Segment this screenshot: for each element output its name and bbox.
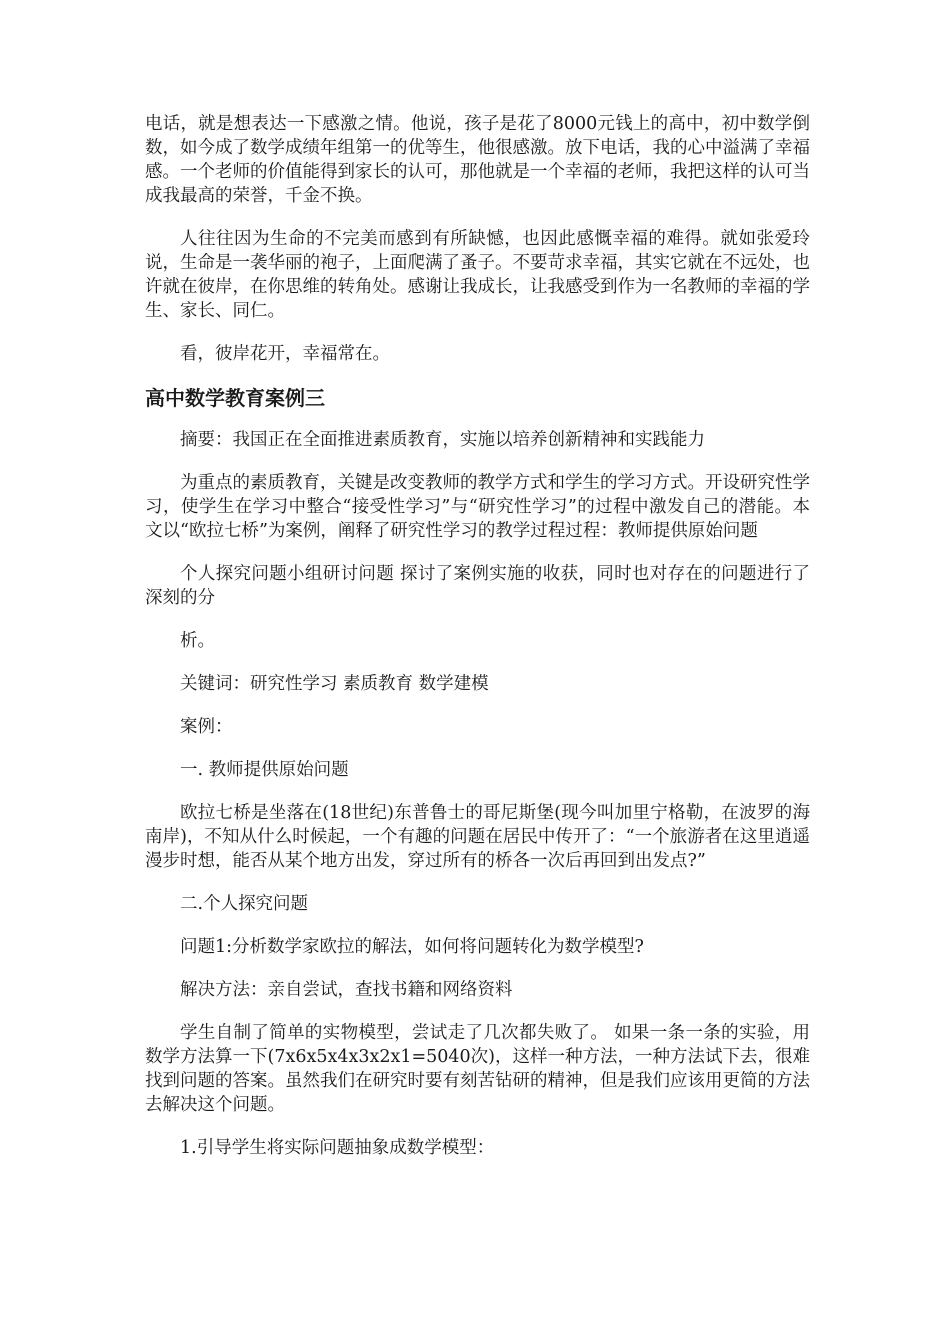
abstract-intro: 摘要：我国正在全面推进素质教育，实施以培养创新精神和实践能力 bbox=[180, 430, 705, 450]
problem1: 问题1:分析数学家欧拉的解法，如何将问题转化为数学模型? bbox=[180, 937, 644, 957]
abstract-continued: 个人探究问题小组研讨问题 探讨了案例实施的收获，同时也对存在的问题进行了深刻的分 bbox=[145, 564, 810, 608]
section1-title: 一. 教师提供原始问题 bbox=[180, 760, 349, 780]
paragraph-parent-call: 电话，就是想表达一下感激之情。他说，孩子是花了8000元钱上的高中，初中数学倒数，如今成了数学成绩年组第一的优等生，他很感激。放下电话，我的心中溢满了幸福感。一个老师的价值能得到家长的认可，那他就是一个幸福的老师，我把这样的认可当成我最高的荣誉，千金不换。 bbox=[145, 114, 810, 206]
keywords: 关键词：研究性学习 素质教育 数学建模 bbox=[180, 674, 489, 694]
step1: 1.引导学生将实际问题抽象成数学模型： bbox=[180, 1138, 495, 1158]
paragraph-closing: 看，彼岸花开，幸福常在。 bbox=[180, 344, 390, 364]
case-label: 案例： bbox=[180, 717, 233, 737]
document-page bbox=[145, 112, 810, 1160]
abstract-body: 为重点的素质教育，关键是改变教师的教学方式和学生的学习方式。开设研究性学习，使学生在学习中整合“接受性学习”与“研究性学习”的过程中激发自己的潜能。本文以“欧拉七桥”为案例，阐释了研究性学习的教学过程过程：教师提供原始问题 bbox=[145, 473, 810, 541]
section2-title: 二.个人探究问题 bbox=[180, 894, 309, 914]
section-heading: 高中数学教育案例三 bbox=[145, 386, 325, 410]
section1-text: 欧拉七桥是坐落在(18世纪)东普鲁士的哥尼斯堡(现今叫加里宁格勒，在波罗的海南岸)，不知从什么时候起，一个有趣的问题在居民中传开了：“一个旅游者在这里逍遥漫步时想，能否从某个地方出发，穿过所有的桥各一次后再回到出发点?” bbox=[145, 803, 810, 871]
abstract-end: 析。 bbox=[180, 631, 215, 651]
student-text: 学生自制了简单的实物模型，尝试走了几次都失败了。 如果一条一条的实验，用数学方法算一下(7x6x5x4x3x2x1=5040次)，这样一种方法，一种方法试下去，很难找到问题的答案。虽然我们在研究时要有刻苦钻研的精神，但是我们应该用更简的方法去解决这个问题。 bbox=[145, 1023, 811, 1115]
paragraph-happiness: 人往往因为生命的不完美而感到有所缺憾，也因此感慨幸福的难得。就如张爱玲说，生命是一袭华丽的袍子，上面爬满了蚤子。不要苛求幸福，其实它就在不远处，也许就在彼岸，在你思维的转角处。感谢让我成长，让我感受到作为一名教师的幸福的学生、家长、同仁。 bbox=[145, 229, 810, 321]
method: 解决方法：亲自尝试，查找书籍和网络资料 bbox=[180, 980, 513, 1000]
